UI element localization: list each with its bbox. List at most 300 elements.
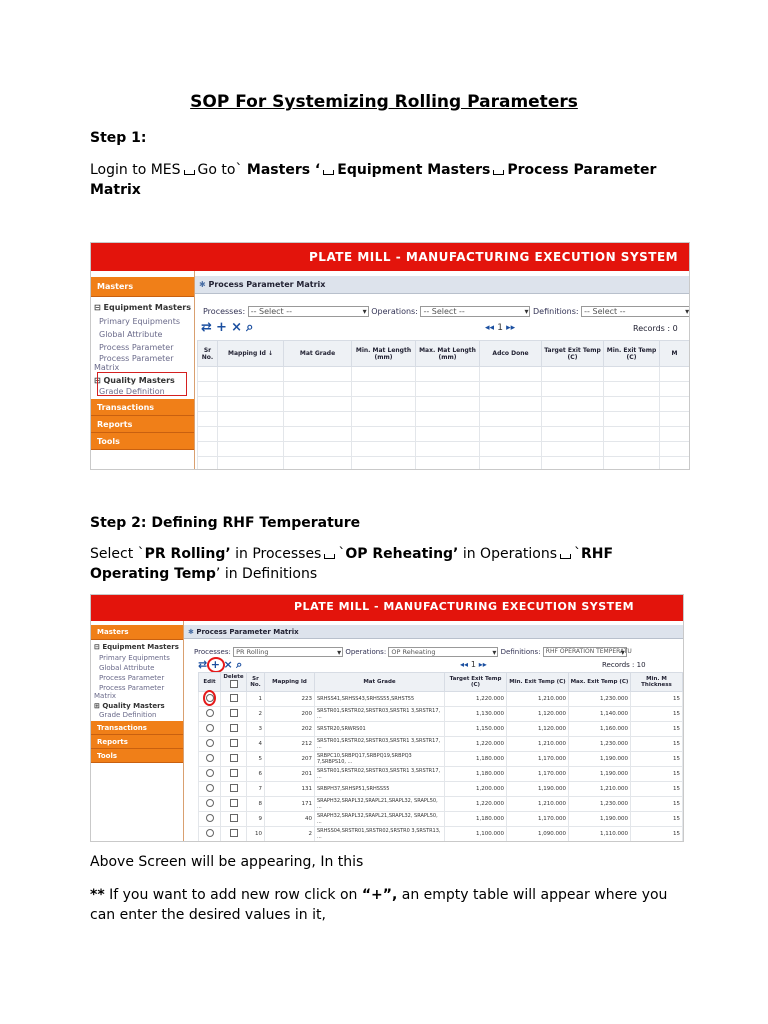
table-cell [198, 382, 218, 397]
highlight-box [97, 372, 187, 396]
sr-no-cell: 1 [247, 692, 265, 707]
max-exit-temp-cell: 1,110.000 [569, 827, 631, 842]
min-exit-temp-cell: 1,170.000 [507, 752, 569, 767]
delete-checkbox[interactable] [230, 709, 238, 717]
step2-in-operations: in Operations [458, 546, 558, 562]
table-row [199, 752, 683, 767]
table-row [199, 782, 683, 797]
processes-label: Processes: [203, 307, 246, 316]
page-title-text: Process Parameter Matrix [208, 280, 326, 289]
note-text-c: can enter the desired values in it, [90, 907, 326, 923]
table-cell [352, 397, 416, 412]
table-cell [660, 382, 690, 397]
table-cell [604, 412, 660, 427]
sr-no-cell: 3 [247, 722, 265, 737]
table-row [199, 707, 683, 722]
edit-radio[interactable] [206, 814, 214, 822]
add-icon[interactable]: + [216, 320, 227, 335]
col-target-exit-temp[interactable]: Target Exit Temp (C) [445, 673, 507, 692]
table-header [199, 673, 683, 692]
table-cell [480, 412, 542, 427]
nav-equipment-masters[interactable]: ⊟ Equipment Masters [94, 643, 179, 651]
target-exit-temp-cell: 1,220.000 [445, 737, 507, 752]
table-cell [604, 457, 660, 471]
nav-grade-definition[interactable]: Grade Definition [99, 387, 165, 396]
delete-checkbox[interactable] [230, 724, 238, 732]
note-text-b: an empty table will appear where you [397, 887, 668, 903]
table-cell [218, 382, 284, 397]
table-cell [480, 427, 542, 442]
table-row [199, 692, 683, 707]
mapping-id-cell: 2 [265, 827, 315, 842]
mapping-id-cell: 200 [265, 707, 315, 722]
mapping-id-cell: 201 [265, 767, 315, 782]
nav-masters[interactable]: Masters [91, 277, 194, 297]
min-exit-temp-cell: 1,190.000 [507, 782, 569, 797]
separator-icon [184, 170, 195, 175]
col-mapping-id[interactable]: Mapping Id ↓ [218, 341, 284, 367]
separator-icon [323, 170, 334, 175]
nav-process-parameter[interactable]: Process Parameter [99, 343, 174, 352]
nav-equipment-masters[interactable]: ⊟ Equipment Masters [94, 303, 191, 312]
step2-in-definitions: ’ in Definitions [215, 566, 318, 582]
delete-checkbox[interactable] [230, 829, 238, 837]
nav-grade-definition[interactable]: Grade Definition [99, 711, 157, 719]
edit-cell[interactable] [199, 767, 221, 782]
filter-bar [194, 647, 632, 657]
delete-checkbox[interactable] [230, 814, 238, 822]
table-cell [198, 457, 218, 471]
table-cell [198, 427, 218, 442]
sidebar [91, 621, 184, 841]
col-min-mat-length[interactable]: Min. Mat Length (mm) [352, 341, 416, 367]
quality-masters-label: Quality Masters [103, 376, 175, 385]
table-cell [416, 427, 480, 442]
table-cell [284, 397, 352, 412]
edit-radio[interactable] [206, 784, 214, 792]
page-title [184, 625, 683, 639]
note-text-a: If you want to add new row click on [104, 887, 362, 903]
step1-masters: Masters ‘ [246, 162, 321, 178]
step1-heading: Step 1: [90, 130, 147, 146]
table-cell [542, 382, 604, 397]
note-prefix: ** [90, 887, 105, 903]
delete-cell[interactable] [221, 692, 247, 707]
delete-checkbox[interactable] [230, 739, 238, 747]
mat-grade-cell: SRBPH37,SRHSP51,SRHSS55 [315, 782, 445, 797]
main-panel [184, 625, 683, 841]
delete-cell[interactable] [221, 737, 247, 752]
edit-highlight-circle [203, 690, 216, 706]
banner-title: PLATE MILL - MANUFACTURING EXECUTION SYSTEM [294, 600, 635, 613]
delete-cell[interactable] [221, 707, 247, 722]
edit-cell[interactable] [199, 797, 221, 812]
col-adco-done[interactable]: Adco Done [480, 341, 542, 367]
table-cell [218, 457, 284, 471]
table-cell [416, 367, 480, 382]
next-page-icon[interactable]: ▸▸ [506, 323, 516, 333]
app-banner [91, 243, 689, 271]
refresh-icon[interactable]: ⇄ [201, 320, 212, 335]
mat-grade-cell: SRSTR20,SRWRS01 [315, 722, 445, 737]
min-exit-temp-cell: 1,170.000 [507, 812, 569, 827]
search-icon[interactable]: ⌕ [236, 658, 243, 671]
asterisk-icon: ✱ [188, 628, 194, 636]
mapping-id-cell: 202 [265, 722, 315, 737]
step1-text-login: Login to MES [90, 162, 181, 178]
delete-icon[interactable]: × [223, 658, 233, 671]
table-row [198, 442, 690, 457]
delete-cell[interactable] [221, 812, 247, 827]
min-thickness-cell: 15 [631, 827, 683, 842]
data-table-empty [197, 340, 690, 470]
nav-transactions[interactable]: Transactions [91, 399, 194, 416]
min-exit-temp-cell: 1,090.000 [507, 827, 569, 842]
delete-icon[interactable]: × [231, 320, 242, 335]
table-cell [284, 412, 352, 427]
table-cell [542, 412, 604, 427]
edit-radio[interactable] [206, 829, 214, 837]
max-exit-temp-cell: 1,160.000 [569, 722, 631, 737]
nav-process-parameter-matrix[interactable]: Process Parameter [99, 354, 174, 363]
step2-quote: ` [338, 546, 346, 562]
table-cell [218, 442, 284, 457]
nav-transactions[interactable]: Transactions [91, 721, 183, 735]
table-row [199, 722, 683, 737]
target-exit-temp-cell: 1,100.000 [445, 827, 507, 842]
sr-no-cell: 6 [247, 767, 265, 782]
table-cell [480, 457, 542, 471]
table-cell [352, 367, 416, 382]
table-cell [416, 397, 480, 412]
delete-cell[interactable] [221, 767, 247, 782]
processes-label: Processes: [194, 648, 231, 656]
table-cell [480, 442, 542, 457]
processes-select[interactable]: -- Select -- ▾ [248, 306, 369, 317]
prev-page-icon[interactable]: ◂◂ [460, 660, 469, 669]
max-exit-temp-cell: 1,210.000 [569, 782, 631, 797]
mapping-id-cell: 40 [265, 812, 315, 827]
table-row [199, 767, 683, 782]
separator-icon [493, 170, 504, 175]
edit-radio[interactable] [206, 769, 214, 777]
edit-radio[interactable] [206, 739, 214, 747]
max-exit-temp-cell: 1,230.000 [569, 737, 631, 752]
next-page-icon[interactable]: ▸▸ [478, 660, 487, 669]
nav-tools[interactable]: Tools [91, 433, 194, 450]
mat-grade-cell: SRBPC10,SRBPQ17,SRBPQ19,SRBPQ3 7,SRBPS10, ... [315, 752, 445, 767]
col-mat-grade[interactable]: Mat Grade [284, 341, 352, 367]
table-cell [284, 457, 352, 471]
step1-equipment-masters: Equipment Masters [337, 162, 491, 178]
col-target-exit-temp[interactable]: Target Exit Temp (C) [542, 341, 604, 367]
refresh-icon[interactable]: ⇄ [198, 658, 208, 671]
table-cell [416, 382, 480, 397]
min-exit-temp-cell: 1,170.000 [507, 767, 569, 782]
table-cell [198, 412, 218, 427]
definitions-select[interactable]: -- Select -- ▾ [581, 306, 690, 317]
delete-checkbox[interactable] [230, 769, 238, 777]
table-cell [660, 367, 690, 382]
table-cell [604, 427, 660, 442]
table-cell [542, 442, 604, 457]
edit-cell[interactable] [199, 737, 221, 752]
max-exit-temp-cell: 1,190.000 [569, 752, 631, 767]
table-cell [416, 412, 480, 427]
table-row [199, 797, 683, 812]
step2-in-processes: in Processes [230, 546, 322, 562]
table-cell [542, 427, 604, 442]
edit-cell[interactable] [199, 752, 221, 767]
min-thickness-cell: 15 [631, 722, 683, 737]
step2-op-reheating: OP Reheating’ [345, 546, 459, 562]
table-cell [480, 382, 542, 397]
table-cell [352, 412, 416, 427]
mapping-id-cell: 223 [265, 692, 315, 707]
pager [460, 660, 487, 669]
edit-radio[interactable] [206, 799, 214, 807]
step2-pr-rolling: PR Rolling’ [144, 546, 231, 562]
filter-bar [203, 306, 690, 317]
mat-grade-cell: SRSTR01,SRSTR02,SRSTR03,SRSTR1 3,SRSTR17, ... [315, 767, 445, 782]
add-icon[interactable]: + [210, 658, 220, 671]
mat-grade-cell: SRAPH32,SRAPL32,SRAPL21,SRAPL32, SRAPL50, ... [315, 812, 445, 827]
nav-process-parameter[interactable]: Process Parameter [99, 674, 165, 682]
target-exit-temp-cell: 1,150.000 [445, 722, 507, 737]
mat-grade-cell: SRHSS41,SRHSS43,SRHSS55,SRHST55 [315, 692, 445, 707]
edit-cell[interactable] [199, 722, 221, 737]
nav-global-attribute[interactable]: Global Attribute [99, 664, 155, 672]
delete-cell[interactable] [221, 782, 247, 797]
min-thickness-cell: 15 [631, 752, 683, 767]
nav-quality-masters[interactable]: ⊞ Quality Masters [94, 702, 165, 710]
table-row [198, 397, 690, 412]
col-sr-no[interactable]: Sr No. [247, 673, 265, 692]
col-min-exit-temp[interactable]: Min. Exit Temp (C) [507, 673, 569, 692]
sr-no-cell: 9 [247, 812, 265, 827]
edit-cell[interactable] [199, 812, 221, 827]
min-exit-temp-cell: 1,210.000 [507, 737, 569, 752]
operations-label: Operations: [371, 307, 418, 316]
nav-tools[interactable]: Tools [91, 749, 183, 763]
delete-cell[interactable] [221, 827, 247, 842]
operations-select[interactable]: -- Select -- ▾ [420, 306, 530, 317]
delete-checkbox[interactable] [230, 784, 238, 792]
col-min-exit-temp[interactable]: Min. Exit Temp (C) [604, 341, 660, 367]
document-title: SOP For Systemizing Rolling Parameters [190, 92, 578, 112]
table-cell [218, 367, 284, 382]
sr-no-cell: 7 [247, 782, 265, 797]
table-row [198, 412, 690, 427]
col-mapping-id[interactable]: Mapping Id [265, 673, 315, 692]
nav-quality-masters[interactable]: ⊞ Quality Masters [94, 376, 175, 385]
col-edit[interactable]: Edit [199, 673, 221, 692]
after-screen-text: Above Screen will be appearing, In this [90, 854, 364, 870]
nav-masters[interactable]: Masters [91, 625, 183, 640]
sr-no-cell: 8 [247, 797, 265, 812]
delete-checkbox[interactable] [230, 754, 238, 762]
edit-radio[interactable] [206, 724, 214, 732]
data-table [198, 672, 683, 842]
page-number: 1 [497, 323, 503, 333]
col-delete-label: Delete [223, 674, 244, 680]
table-cell [542, 397, 604, 412]
nav-global-attribute[interactable]: Global Attribute [99, 330, 163, 339]
min-exit-temp-cell: 1,210.000 [507, 797, 569, 812]
prev-page-icon[interactable]: ◂◂ [485, 323, 495, 333]
records-count: Records : 10 [602, 661, 646, 669]
min-thickness-cell: 15 [631, 797, 683, 812]
step2-operating-temp: Operating Temp [90, 566, 216, 582]
table-header [198, 341, 690, 367]
table-cell [284, 442, 352, 457]
table-cell [218, 397, 284, 412]
nav-process-parameter-matrix[interactable]: Process Parameter [99, 684, 165, 692]
table-cell [352, 382, 416, 397]
min-thickness-cell: 15 [631, 767, 683, 782]
max-exit-temp-cell: 1,230.000 [569, 797, 631, 812]
col-more[interactable]: M [660, 341, 690, 367]
operations-select[interactable]: OP Reheating ▾ [388, 647, 498, 657]
table-cell [284, 427, 352, 442]
records-count: Records : 0 [633, 324, 678, 333]
mapping-id-cell: 131 [265, 782, 315, 797]
nav-primary-equipments[interactable]: Primary Equipments [99, 654, 170, 662]
table-cell [480, 367, 542, 382]
delete-checkbox[interactable] [230, 694, 238, 702]
nav-reports[interactable]: Reports [91, 735, 183, 749]
table-row [198, 427, 690, 442]
table-cell [198, 442, 218, 457]
target-exit-temp-cell: 1,180.000 [445, 767, 507, 782]
step1-instructions [90, 160, 690, 200]
col-max-exit-temp[interactable]: Max. Exit Temp (C) [569, 673, 631, 692]
step2-heading: Step 2: Defining RHF Temperature [90, 515, 361, 531]
mat-grade-cell: SRHSS04,SRSTR01,SRSTR02,SRSTR0 3,SRSTR13, ... [315, 827, 445, 842]
screenshot-empty-matrix [90, 242, 690, 470]
page-title [195, 276, 689, 294]
table-cell [604, 367, 660, 382]
nav-matrix-label: Matrix [94, 363, 120, 372]
edit-cell[interactable] [199, 782, 221, 797]
definitions-select[interactable]: RHF OPERATION TEMPERATU ▾ [543, 647, 627, 657]
target-exit-temp-cell: 1,180.000 [445, 812, 507, 827]
col-max-mat-length[interactable]: Max. Mat Length (mm) [416, 341, 480, 367]
table-cell [218, 427, 284, 442]
table-row [198, 457, 690, 471]
step1-matrix: Matrix [90, 182, 141, 198]
max-exit-temp-cell: 1,140.000 [569, 707, 631, 722]
col-delete[interactable] [221, 673, 247, 692]
min-thickness-cell: 15 [631, 737, 683, 752]
mapping-id-cell: 171 [265, 797, 315, 812]
select-all-checkbox[interactable] [230, 680, 238, 688]
mat-grade-cell: SRSTR01,SRSTR02,SRSTR03,SRSTR1 3,SRSTR17, ... [315, 707, 445, 722]
asterisk-icon: ✱ [199, 280, 206, 289]
target-exit-temp-cell: 1,220.000 [445, 692, 507, 707]
min-exit-temp-cell: 1,210.000 [507, 692, 569, 707]
table-cell [352, 457, 416, 471]
delete-cell[interactable] [221, 797, 247, 812]
col-mat-grade[interactable]: Mat Grade [315, 673, 445, 692]
table-cell [660, 457, 690, 471]
target-exit-temp-cell: 1,180.000 [445, 752, 507, 767]
banner-title: PLATE MILL - MANUFACTURING EXECUTION SYSTEM [309, 250, 679, 264]
pager [485, 323, 515, 333]
step1-process-parameter: Process Parameter [507, 162, 657, 178]
table-cell [660, 427, 690, 442]
separator-icon [560, 554, 571, 559]
edit-cell[interactable] [199, 827, 221, 842]
min-thickness-cell: 15 [631, 692, 683, 707]
operations-label: Operations: [345, 648, 387, 656]
table-cell [284, 382, 352, 397]
table-row [199, 812, 683, 827]
table-cell [480, 397, 542, 412]
equipment-masters-label: Equipment Masters [103, 303, 191, 312]
delete-cell[interactable] [221, 722, 247, 737]
table-row [199, 737, 683, 752]
definitions-label: Definitions: [533, 307, 579, 316]
table-cell [604, 382, 660, 397]
min-thickness-cell: 15 [631, 812, 683, 827]
add-highlight-circle [207, 657, 225, 673]
target-exit-temp-cell: 1,220.000 [445, 797, 507, 812]
sr-no-cell: 2 [247, 707, 265, 722]
step2-quote-2: ` [574, 546, 582, 562]
page-title-text: Process Parameter Matrix [196, 628, 299, 636]
mapping-id-cell: 207 [265, 752, 315, 767]
app-banner [91, 595, 683, 621]
table-cell [542, 457, 604, 471]
min-exit-temp-cell: 1,120.000 [507, 707, 569, 722]
table-cell [660, 397, 690, 412]
note-plus: “+”, [361, 887, 398, 903]
delete-cell[interactable] [221, 752, 247, 767]
col-min-thickness[interactable]: Min. M Thickness [631, 673, 683, 692]
table-row [198, 382, 690, 397]
step2-rhf: RHF [581, 546, 614, 562]
edit-radio[interactable] [206, 754, 214, 762]
mapping-id-cell: 212 [265, 737, 315, 752]
table-cell [416, 442, 480, 457]
table-cell [198, 397, 218, 412]
add-row-note [90, 885, 690, 925]
table-cell [218, 412, 284, 427]
nav-primary-equipments[interactable]: Primary Equipments [99, 317, 181, 326]
search-icon[interactable]: ⌕ [246, 320, 254, 335]
table-row [199, 827, 683, 842]
table-cell [542, 367, 604, 382]
edit-radio[interactable] [206, 709, 214, 717]
target-exit-temp-cell: 1,200.000 [445, 782, 507, 797]
nav-reports[interactable]: Reports [91, 416, 194, 433]
sidebar [91, 271, 195, 469]
separator-icon [324, 554, 335, 559]
edit-cell[interactable] [199, 707, 221, 722]
table-cell [604, 442, 660, 457]
delete-checkbox[interactable] [230, 799, 238, 807]
table-cell [660, 412, 690, 427]
table-cell [416, 457, 480, 471]
sr-no-cell: 4 [247, 737, 265, 752]
processes-select[interactable]: PR Rolling ▾ [233, 647, 343, 657]
table-cell [352, 427, 416, 442]
table-cell [198, 367, 218, 382]
col-sr-no[interactable]: Sr No. [198, 341, 218, 367]
main-panel [195, 276, 689, 469]
table-cell [284, 367, 352, 382]
